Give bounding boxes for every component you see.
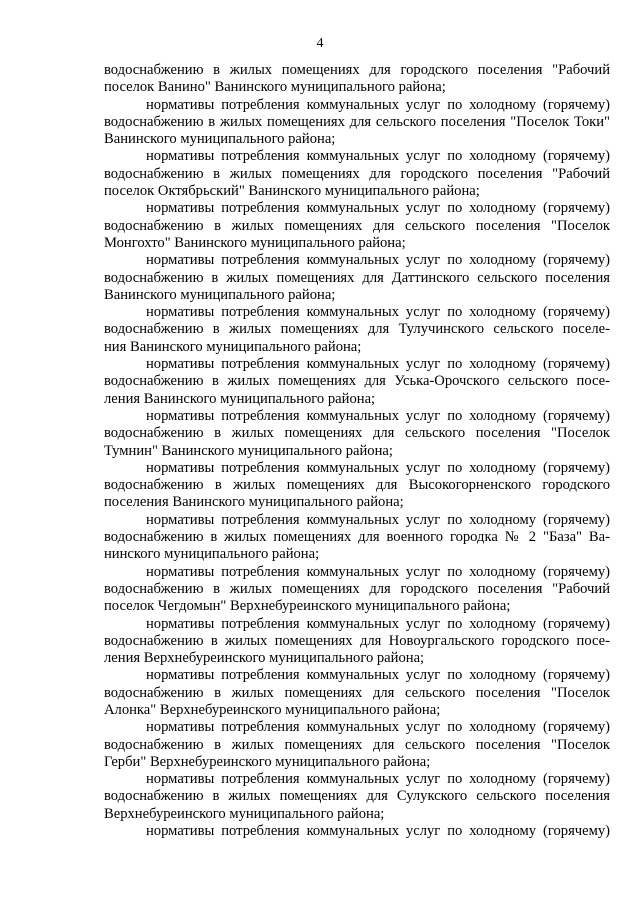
text-line: водоснабжению в жилых помещениях для сельского поселения "Поселок: [104, 425, 610, 442]
paragraph-first-line: нормативы потребления коммунальных услуг по холодному (горячему): [146, 304, 610, 321]
page-number: 4: [316, 36, 324, 51]
text-line: Верхнебуреинского муниципального района;: [104, 805, 385, 822]
paragraph-first-line: нормативы потребления коммунальных услуг по холодному (горячему): [146, 148, 610, 165]
paragraph-first-line: нормативы потребления коммунальных услуг по холодному (горячему): [146, 459, 610, 476]
text-line: водоснабжению в жилых помещениях для сельского поселения "Поселок: [104, 736, 610, 753]
text-line: ления Верхнебуреинского муниципального района;: [104, 650, 425, 667]
paragraph-first-line: нормативы потребления коммунальных услуг по холодному (горячему): [146, 511, 610, 528]
text-line: поселок Октябрьский" Ванинского муниципального района;: [104, 183, 480, 200]
text-line: водоснабжению в жилых помещениях для городского поселения "Рабочий: [104, 62, 610, 78]
text-line: Ванинского муниципального района;: [104, 286, 336, 303]
paragraph-first-line: нормативы потребления коммунальных услуг по холодному (горячему): [146, 252, 610, 269]
text-line: Ванинского муниципального района;: [104, 131, 336, 148]
text-line: ния Ванинского муниципального района;: [104, 338, 362, 355]
text-line: водоснабжению в жилых помещениях для сельского поселения "Поселок: [104, 684, 610, 701]
text-line: водоснабжению в жилых помещениях для городского поселения "Рабочий: [104, 580, 610, 597]
document-body: [104, 62, 610, 840]
paragraph-first-line: нормативы потребления коммунальных услуг по холодному (горячему): [146, 356, 610, 373]
text-line: водоснабжению в жилых помещениях для Высокогорненского городского: [104, 477, 610, 494]
text-line: водоснабжению в жилых помещениях для сельского поселения "Поселок Токи": [104, 113, 610, 130]
paragraph-first-line: нормативы потребления коммунальных услуг по холодному (горячему): [146, 771, 610, 788]
text-line: водоснабжению в жилых помещениях для сельского поселения "Поселок: [104, 217, 610, 234]
text-line: Алонка" Верхнебуреинского муниципального района;: [104, 701, 441, 718]
text-line: водоснабжению в жилых помещениях для военного городка № 2 "База" Ва-: [104, 529, 610, 546]
paragraph-first-line: нормативы потребления коммунальных услуг по холодному (горячему): [146, 407, 610, 424]
paragraph-first-line: нормативы потребления коммунальных услуг по холодному (горячему): [146, 615, 610, 632]
paragraph-first-line: нормативы потребления коммунальных услуг по холодному (горячему): [146, 563, 610, 580]
text-line: водоснабжению в жилых помещениях для Уська-Орочского сельского посе-: [104, 373, 610, 390]
paragraph-first-line: нормативы потребления коммунальных услуг по холодному (горячему): [146, 719, 610, 736]
paragraph-first-line: нормативы потребления коммунальных услуг по холодному (горячему): [146, 823, 610, 840]
text-line: Герби" Верхнебуреинского муниципального района;: [104, 753, 431, 770]
text-line: поселок Ванино" Ванинского муниципального района;: [104, 79, 446, 96]
text-line: водоснабжению в жилых помещениях для Новоургальского городского посе-: [104, 632, 610, 649]
text-line: нинского муниципального района;: [104, 546, 320, 563]
text-line: ления Ванинского муниципального района;: [104, 390, 376, 407]
paragraph-first-line: нормативы потребления коммунальных услуг по холодному (горячему): [146, 200, 610, 217]
paragraph-first-line: нормативы потребления коммунальных услуг по холодному (горячему): [146, 667, 610, 684]
text-line: Монгохто" Ванинского муниципального района;: [104, 234, 406, 251]
text-line: водоснабжению в жилых помещениях для Даттинского сельского поселения: [104, 269, 610, 286]
text-line: водоснабжению в жилых помещениях для Тулучинского сельского поселе-: [104, 321, 610, 338]
text-line: поселок Чегдомын" Верхнебуреинского муниципального района;: [104, 598, 511, 615]
text-line: Тумнин" Ванинского муниципального района;: [104, 442, 393, 459]
text-line: водоснабжению в жилых помещениях для городского поселения "Рабочий: [104, 165, 610, 182]
text-line: водоснабжению в жилых помещениях для Сулукского сельского поселения: [104, 788, 610, 805]
text-line: поселения Ванинского муниципального района;: [104, 494, 404, 511]
paragraph-first-line: нормативы потребления коммунальных услуг по холодному (горячему): [146, 96, 610, 113]
